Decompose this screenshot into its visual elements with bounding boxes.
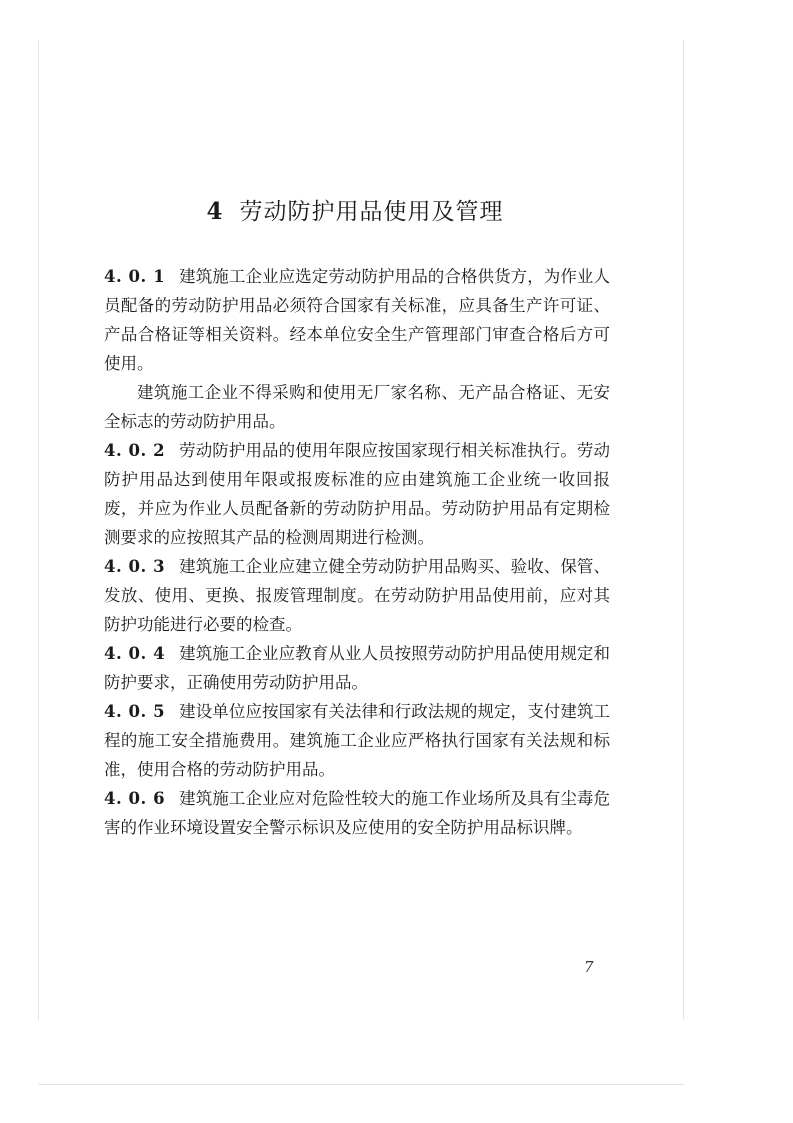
clause-text: 建筑施工企业应选定劳动防护用品的合格供货方，为作业人员配备的劳动防护用品必须符合国家有关标准，应具备生产许可证、产品合格证等相关资料。经本单位安全生产管理部门审查合格后方可使用。 xyxy=(104,267,611,373)
clause-number: 4. 0. 2 xyxy=(104,441,166,460)
clause-text: 建筑施工企业应对危险性较大的施工作业场所及具有尘毒危害的作业环境设置安全警示标识及应使用的安全防护用品标识牌。 xyxy=(104,789,611,837)
document-body xyxy=(104,262,610,842)
clause-4-0-5 xyxy=(104,697,610,784)
page-number: 7 xyxy=(584,958,594,976)
clause-number: 4. 0. 4 xyxy=(104,644,166,663)
clause-number: 4. 0. 6 xyxy=(104,789,166,808)
clause-text: 劳动防护用品的使用年限应按国家现行相关标准执行。劳动防护用品达到使用年限或报废标准的应由建筑施工企业统一收回报废，并应为作业人员配备新的劳动防护用品。劳动防护用品有定期检测要求的应按照其产品的检测周期进行检测。 xyxy=(104,441,611,547)
clause-4-0-4 xyxy=(104,639,610,697)
clause-text: 建设单位应按国家有关法律和行政法规的规定，支付建筑工程的施工安全措施费用。建筑施工企业应严格执行国家有关法规和标准，使用合格的劳动防护用品。 xyxy=(104,702,611,779)
clause-4-0-3 xyxy=(104,552,610,639)
chapter-heading xyxy=(100,196,610,228)
clause-number: 4. 0. 5 xyxy=(104,702,166,721)
clause-text: 建筑施工企业应教育从业人员按照劳动防护用品使用规定和防护要求，正确使用劳动防护用品。 xyxy=(104,644,611,692)
page-border-right xyxy=(683,40,684,1020)
clause-4-0-1-continuation: 建筑施工企业不得采购和使用无厂家名称、无产品合格证、无安全标志的劳动防护用品。 xyxy=(104,383,610,431)
clause-number: 4. 0. 1 xyxy=(104,267,166,286)
page-border-left xyxy=(38,40,39,1020)
clause-4-0-2 xyxy=(104,436,610,552)
clause-number: 4. 0. 3 xyxy=(104,557,166,576)
clause-text: 建筑施工企业应建立健全劳动防护用品购买、验收、保管、发放、使用、更换、报废管理制度。在劳动防护用品使用前，应对其防护功能进行必要的检查。 xyxy=(104,557,611,634)
chapter-number: 4 xyxy=(206,198,224,225)
clause-4-0-1 xyxy=(104,262,610,378)
page-border-bottom xyxy=(38,1084,684,1085)
clause-4-0-6 xyxy=(104,784,610,842)
chapter-title: 劳动防护用品使用及管理 xyxy=(239,199,504,225)
